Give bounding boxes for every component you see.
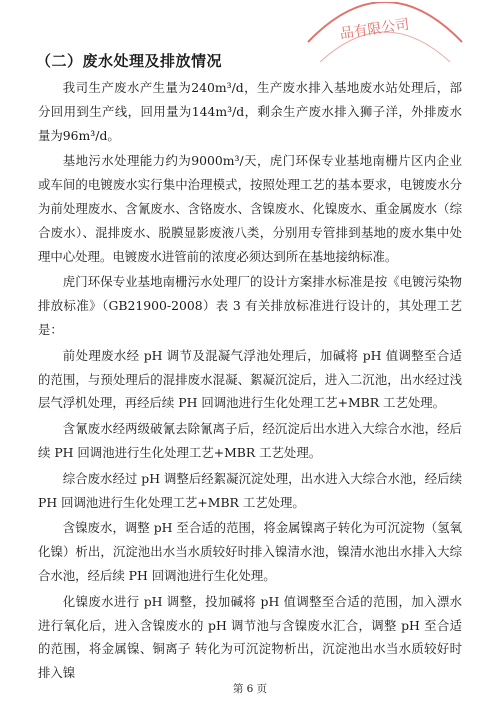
paragraph-chemical-nickel-wastewater: 化镍废水进行 pH 调整，投加碱将 pH 值调整至合适的范围，加入漂水进行氧化后，进入含镍废水的 pH 调节池与含镍废水汇合，调整 pH 至合适的范围，将金属镍、铜离子 转化为可沉淀物析出，沉淀池出水当水质较好时排入镍 — [38, 593, 462, 681]
paragraph-design-standard: 虎门环保专业基地南栅污水处理厂的设计方案排水标准是按《电镀污染物排放标准》（GB21900-2008）表 3 有关排放标准进行设计的，其处理工艺是： — [38, 274, 462, 337]
page-number: 第 6 页 — [232, 683, 268, 695]
section-heading: （二）废水处理及排放情况 — [36, 52, 223, 70]
body-text — [38, 76, 462, 687]
paragraph-treatment-capacity: 基地污水处理能力约为9000m³/天，虎门环保专业基地南栅片区内企业或车间的电镀废水实行集中治理模式，按照处理工艺的基本要求，电镀废水分为前处理废水、含氰废水、含铬废水、含镍废水、化镍废水、重金属废水（综合废水）、混排废水、脱膜显影废液八类，分别用专管排到基地的废水集中处理中心处理。电镀废水进管前的浓度必须达到所在基地接纳标准。 — [38, 153, 462, 264]
paragraph-cyanide-wastewater: 含氰废水经两级破氰去除氰离子后，经沉淀后出水进入大综合水池，经后续 PH 回调池进行生化处理工艺+MBR 工艺处理。 — [38, 421, 462, 460]
paragraph-composite-wastewater: 综合废水经过 pH 调整后经絮凝沉淀处理，出水进入大综合水池，经后续 PH 回调池进行生化处理工艺+MBR 工艺处理。 — [38, 470, 462, 510]
paragraph-wastewater-volume: 我司生产废水产生量为240m³/d，生产废水排入基地废水站处理后，部分回用到生产线，回用量为144m³/d，剩余生产废水排入狮子洋，外排废水量为96m³/d。 — [38, 80, 462, 143]
paragraph-pretreatment: 前处理废水经 pH 调节及混凝气浮池处理后，加碱将 pH 值调整至合适的范围，与预处理后的混排废水混凝、絮凝沉淀后，进入二沉池，出水经过浅层气浮机处理，再经后续 PH 回调池进行生化处理工艺+MBR 工艺处理。 — [38, 347, 462, 411]
paragraph-nickel-wastewater: 含镍废水，调整 pH 至合适的范围，将金属镍离子转化为可沉淀物（氢氧化镍）析出，沉淀池出水当水质较好时排入镍清水池，镍清水池出水排入大综合水池，经后续 PH 回调池进行生化处理。 — [38, 520, 462, 583]
svg-text:品有限公司: 品有限公司 — [338, 16, 411, 43]
